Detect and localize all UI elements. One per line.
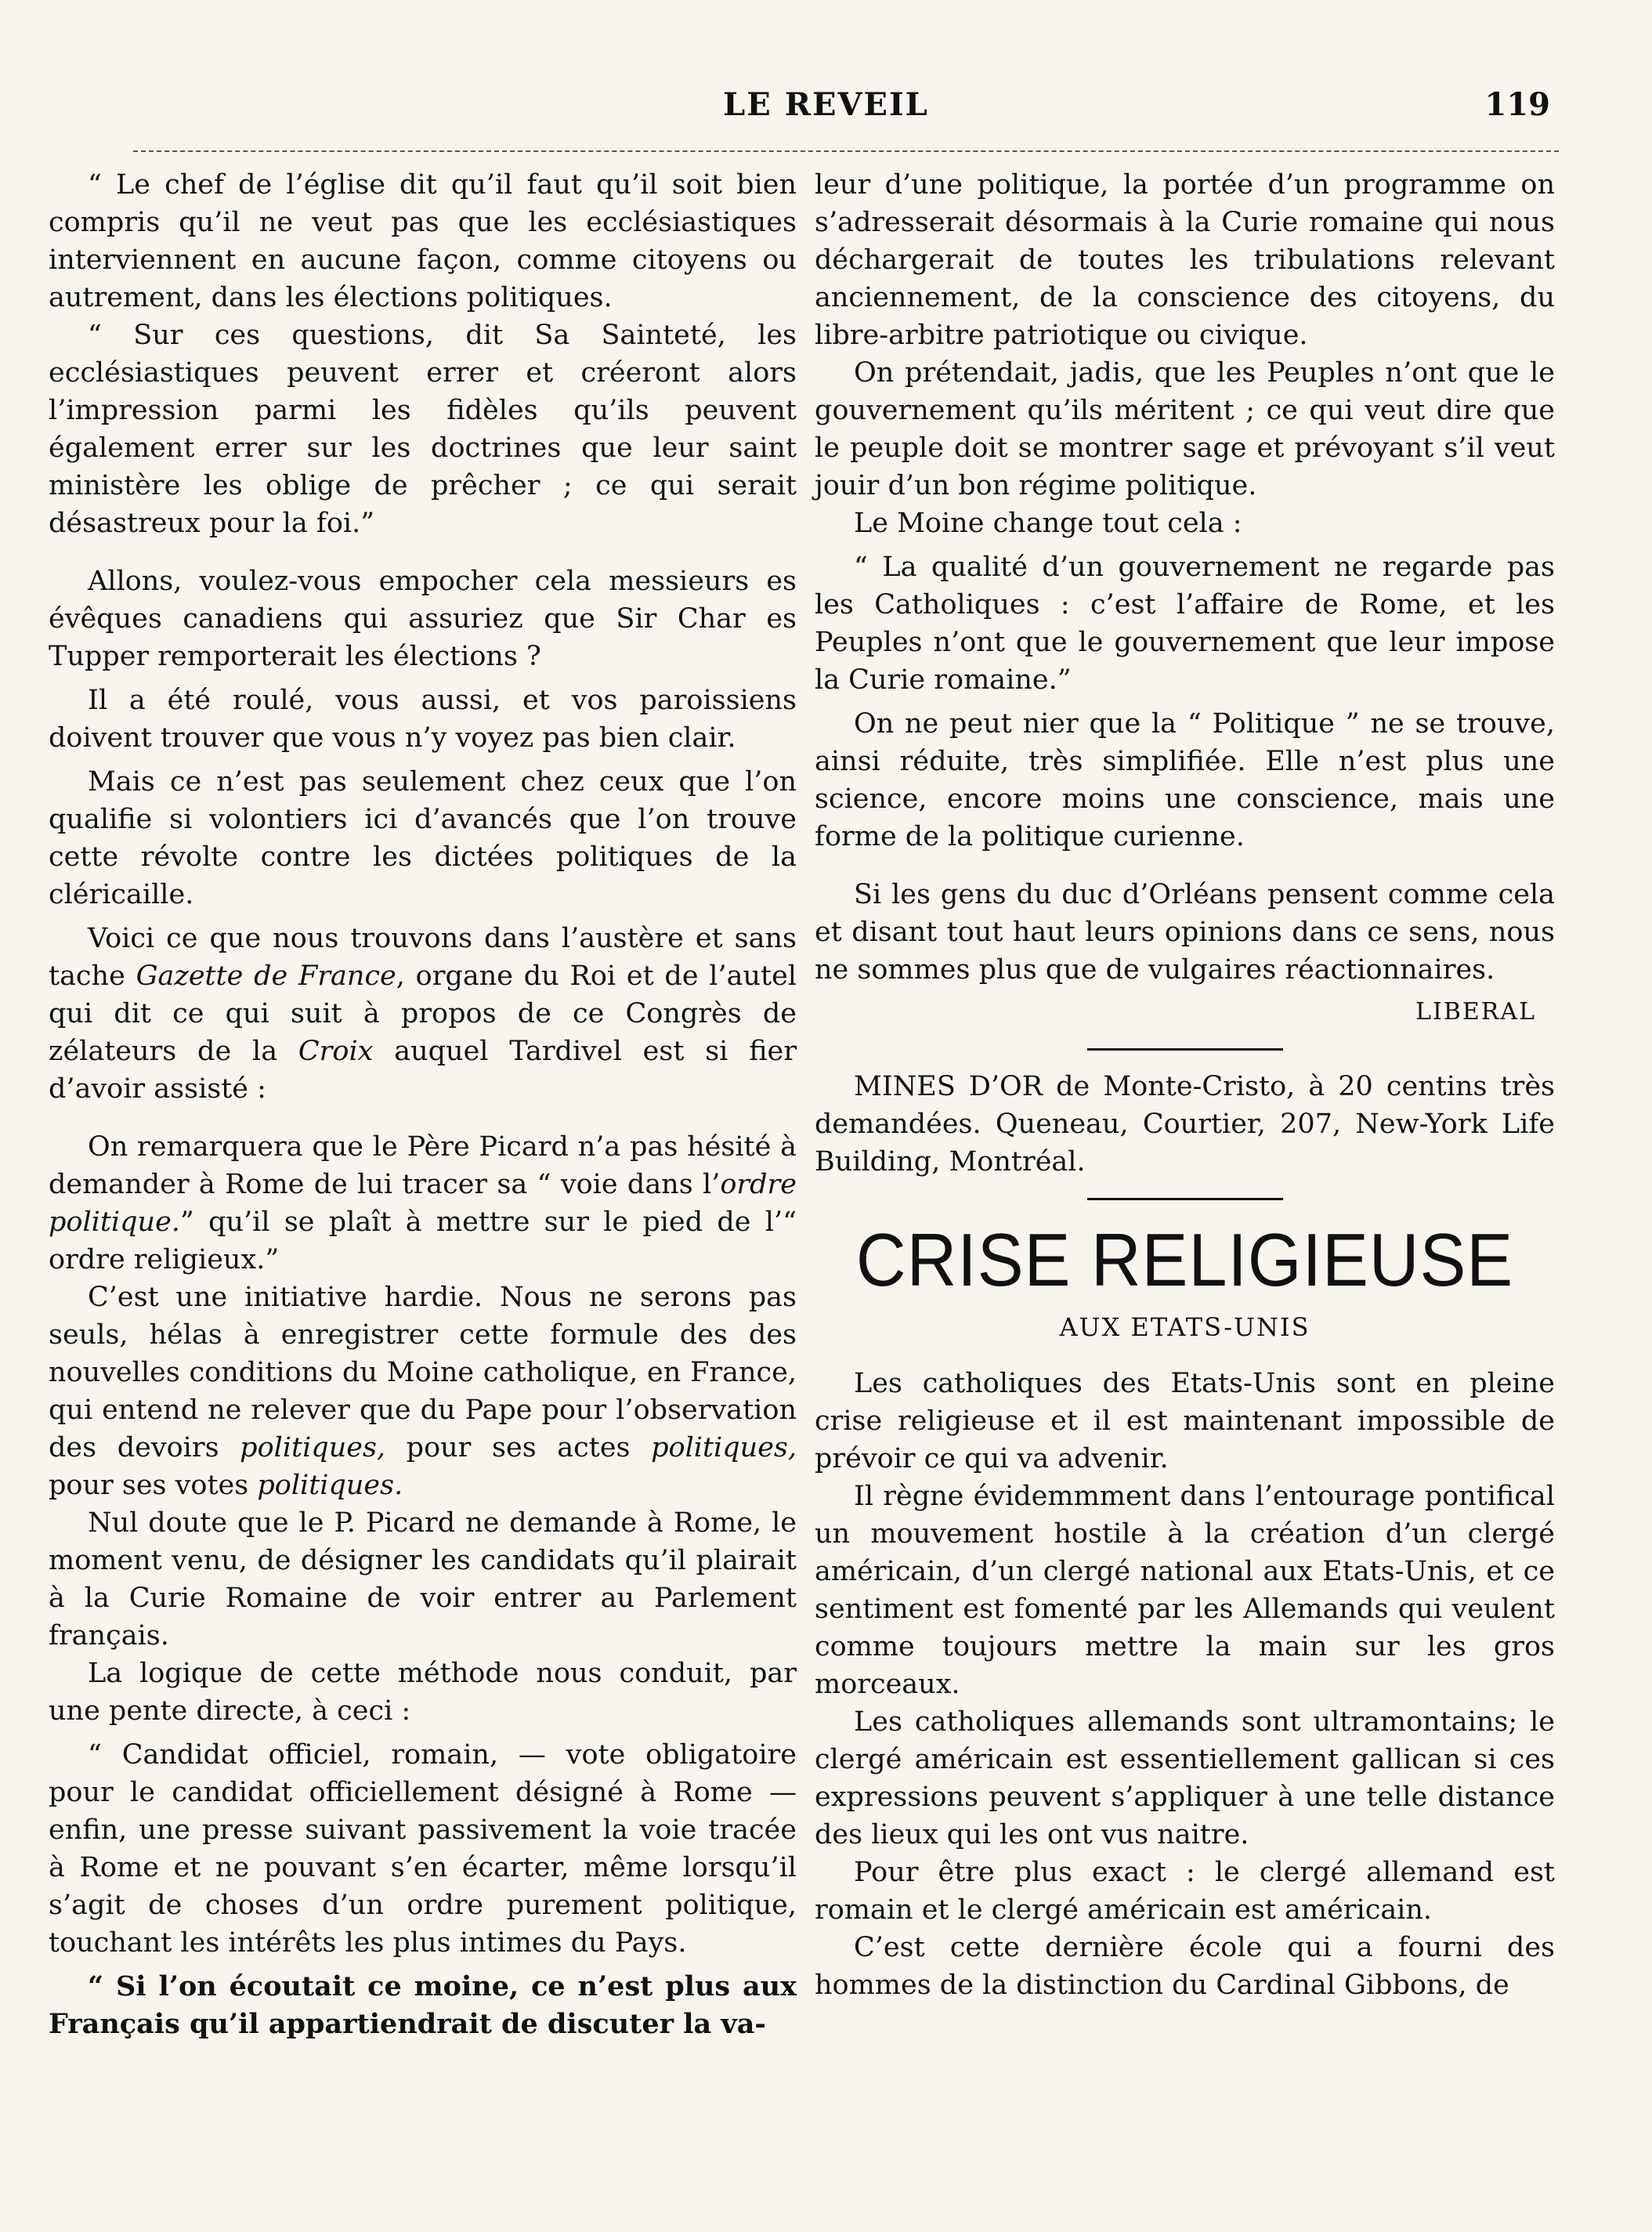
page-number: 119 (1484, 86, 1550, 123)
paragraph: Il a été roulé, vous aussi, et vos paroissiens doivent trouver que vous n’y voyez pas bien clair. (49, 685, 797, 754)
quoted-paragraph: “ La qualité d’un gouvernement ne regarde pas les Catholiques : c’est l’affaire de Rome, et les Peuples n’ont que le gouvernement que leur impose la Curie romaine.” (815, 552, 1555, 696)
page-header (0, 86, 1652, 133)
paragraph: On ne peut nier que la “ Politique ” ne se trouve, ainsi réduite, très simplifiée. Elle n’est plus une science, encore moins une conscience, mais une forme de la politique curienne. (815, 708, 1555, 852)
quoted-paragraph: On remarquera que le Père Picard n’a pas hésité à demander à Rome de lui tracer sa “ voie dans l’ordre politique.” qu’il se plaît à mettre sur le pied de l’“ ordre religieux.” (49, 1131, 797, 1275)
paragraph: Les catholiques allemands sont ultramontains; le clergé américain est essentiellement gallican si ces expressions peuvent s’appliquer à une telle distance des lieux qui les ont vus naitre. (815, 1706, 1555, 1850)
paragraph: “ Le chef de l’église dit qu’il faut qu’il soit bien compris qu’il ne veut pas que les ecclésiastiques interviennent en aucune façon, comme citoyens ou autrement, dans les élections politiques. (49, 169, 797, 313)
author-signature: LIBERAL (1415, 998, 1536, 1026)
publication-name: Gazette de France (136, 960, 396, 992)
paragraph: C’est cette dernière école qui a fourni des hommes de la distinction du Cardinal Gibbons, de (815, 1932, 1555, 2001)
advertisement: MINES D’OR de Monte-Cristo, à 20 centins très demandées. Queneau, Courtier, 207, New-York Life Building, Montréal. (815, 1071, 1555, 1177)
right-column (815, 166, 1555, 2004)
quoted-paragraph: Nul doute que le P. Picard ne demande à Rome, le moment venu, de désigner les candidats qu’il plairait à la Curie Romaine de voir entrer au Parlement français. (49, 1507, 797, 1651)
paragraph: Allons, voulez-vous empocher cela messieurs es évêques canadiens qui assuriez que Sir Char es Tupper remporterait les élections ? (49, 566, 797, 672)
header-rule (133, 150, 1559, 152)
separator-rule (1087, 1048, 1283, 1051)
quoted-paragraph: C’est une initiative hardie. Nous ne serons pas seuls, hélas à enregistrer cette formule des des nouvelles conditions du Moine catholique, en France, qui entend ne relever que du Pape pour l’observation des devoirs politiques, pour ses actes politiques, pour ses votes politiques. (49, 1282, 797, 1501)
publication-name: Croix (298, 1036, 374, 1067)
paragraph: Voici ce que nous trouvons dans l’austère et sans tache Gazette de France, organe du Roi et de l’autel qui dit ce qui suit à propos de ce Congrès de zélateurs de la Croix auquel Tardivel est si fier d’avoir assisté : (49, 923, 797, 1105)
running-title: LE REVEIL (723, 86, 929, 123)
quoted-paragraph: La logique de cette méthode nous conduit, par une pente directe, à ceci : (49, 1658, 797, 1727)
quoted-paragraph: “ Si l’on écoutait ce moine, ce n’est plus aux Français qu’il appartiendrait de discuter la va- (49, 1970, 797, 2040)
paragraph: Les catholiques des Etats-Unis sont en pleine crise religieuse et il est maintenant impossible de prévoir ce qui va advenir. (815, 1368, 1555, 1474)
paragraph: Il règne évidemmment dans l’entourage pontifical un mouvement hostile à la création d’un clergé américain, d’un clergé national aux Etats-Unis, et ce sentiment est fomenté par les Allemands qui veulent comme toujours mettre la main sur les gros morceaux. (815, 1481, 1555, 1700)
paragraph: Si les gens du duc d’Orléans pensent comme cela et disant tout haut leurs opinions dans ce sens, nous ne sommes plus que de vulgaires réactionnaires. (815, 879, 1555, 986)
paragraph: Pour être plus exact : le clergé allemand est romain et le clergé américain est américain. (815, 1857, 1555, 1926)
separator-rule (1087, 1198, 1283, 1200)
paragraph: On prétendait, jadis, que les Peuples n’ont que le gouvernement qu’ils méritent ; ce qui veut dire que le peuple doit se montrer sage et prévoyant s’il veut jouir d’un bon régime politique. (815, 357, 1555, 501)
left-column (49, 166, 797, 2043)
article-subheadline: AUX ETATS-UNIS (1059, 1312, 1310, 1342)
paragraph: leur d’une politique, la portée d’un programme on s’adresserait désormais à la Curie romaine qui nous déchargerait de toutes les tribulations relevant anciennement, de la conscience des citoyens, du libre-arbitre patriotique ou civique. (815, 169, 1555, 351)
paragraph: Mais ce n’est pas seulement chez ceux que l’on qualifie si volontiers ici d’avancés que l’on trouve cette révolte contre les dictées politiques de la cléricaille. (49, 766, 797, 910)
quoted-paragraph: “ Candidat officiel, romain, — vote obligatoire pour le candidat officiellement désigné à Rome — enfin, une presse suivant passivement la voie tracée à Rome et ne pouvant s’en écarter, même lorsqu’il s’agit de choses d’un ordre purement politique, touchant les intérêts les plus intimes du Pays. (49, 1739, 797, 1959)
paragraph: Le Moine change tout cela : (854, 508, 1242, 539)
article-headline: CRISE RELIGIEUSE (855, 1218, 1514, 1302)
paragraph: “ Sur ces questions, dit Sa Sainteté, les ecclésiastiques peuvent errer et créeront alors l’impression parmi les fidèles qu’ils peuvent également errer sur les doctrines que leur saint ministère les oblige de prêcher ; ce qui serait désastreux pour la foi.” (49, 320, 797, 539)
